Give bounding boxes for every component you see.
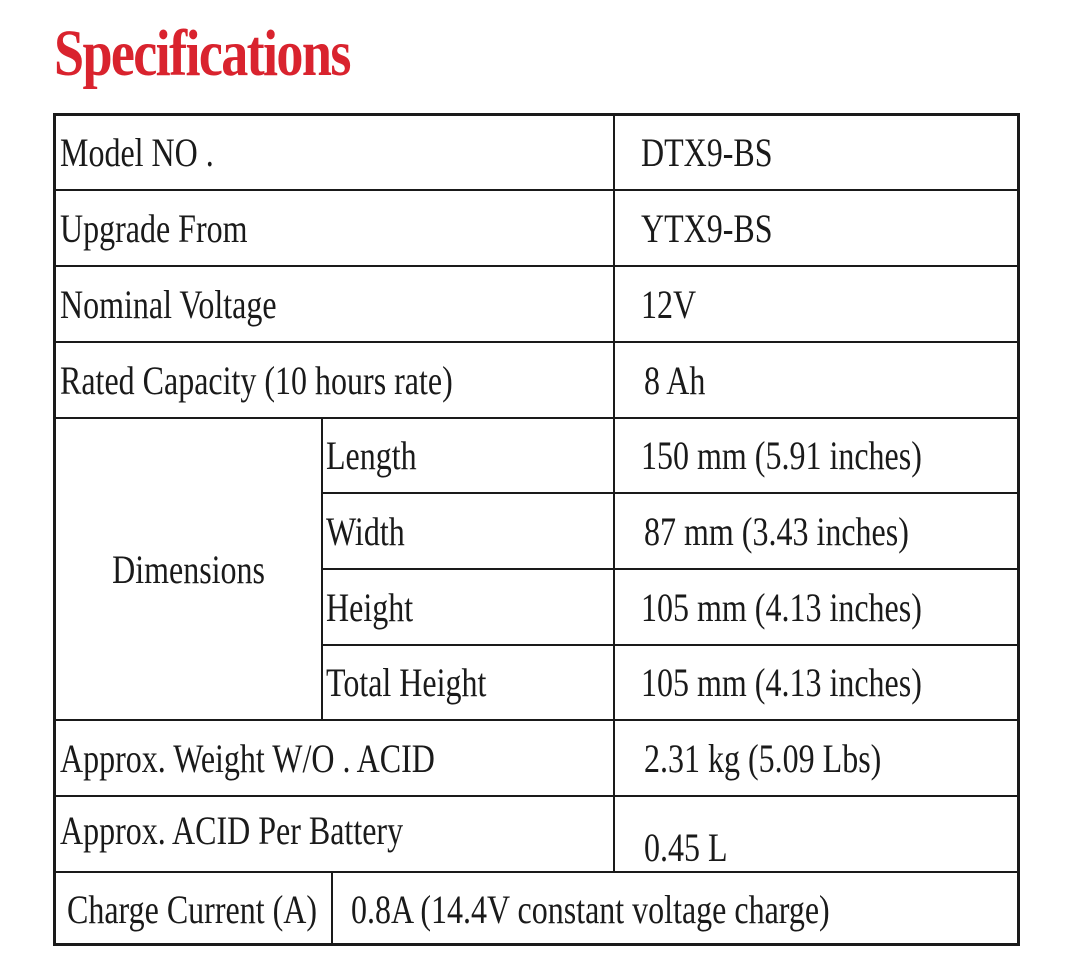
total-height-value: 105 mm (4.13 inches)	[641, 660, 922, 705]
dimensions-label: Dimensions	[112, 546, 265, 592]
total-height-label: Total Height	[326, 660, 487, 705]
height-value: 105 mm (4.13 inches)	[641, 584, 922, 630]
upgrade-label: Upgrade From	[60, 205, 248, 251]
capacity-label: Rated Capacity (10 hours rate)	[60, 357, 453, 403]
length-label: Length	[326, 433, 417, 478]
capacity-value: 8 Ah	[644, 357, 706, 403]
specifications-table	[53, 113, 1020, 946]
voltage-label: Nominal Voltage	[60, 281, 277, 327]
model-label: Model NO .	[60, 130, 214, 175]
weight-value: 2.31 kg (5.09 Lbs)	[644, 735, 882, 781]
acid-label: Approx. ACID Per Battery	[60, 808, 404, 853]
weight-label: Approx. Weight W/O . ACID	[60, 735, 435, 781]
width-value: 87 mm (3.43 inches)	[644, 508, 909, 554]
upgrade-value: YTX9-BS	[641, 205, 773, 251]
length-value: 150 mm (5.91 inches)	[641, 433, 922, 478]
charge-value: 0.8A (14.4V constant voltage charge)	[351, 887, 830, 932]
page-title: Specifications	[54, 17, 350, 90]
height-label: Height	[326, 584, 414, 630]
width-label: Width	[326, 508, 405, 554]
voltage-value: 12V	[641, 281, 697, 327]
acid-value: 0.45 L	[644, 825, 728, 870]
model-value: DTX9-BS	[641, 130, 773, 175]
charge-label: Charge Current (A)	[67, 887, 317, 932]
